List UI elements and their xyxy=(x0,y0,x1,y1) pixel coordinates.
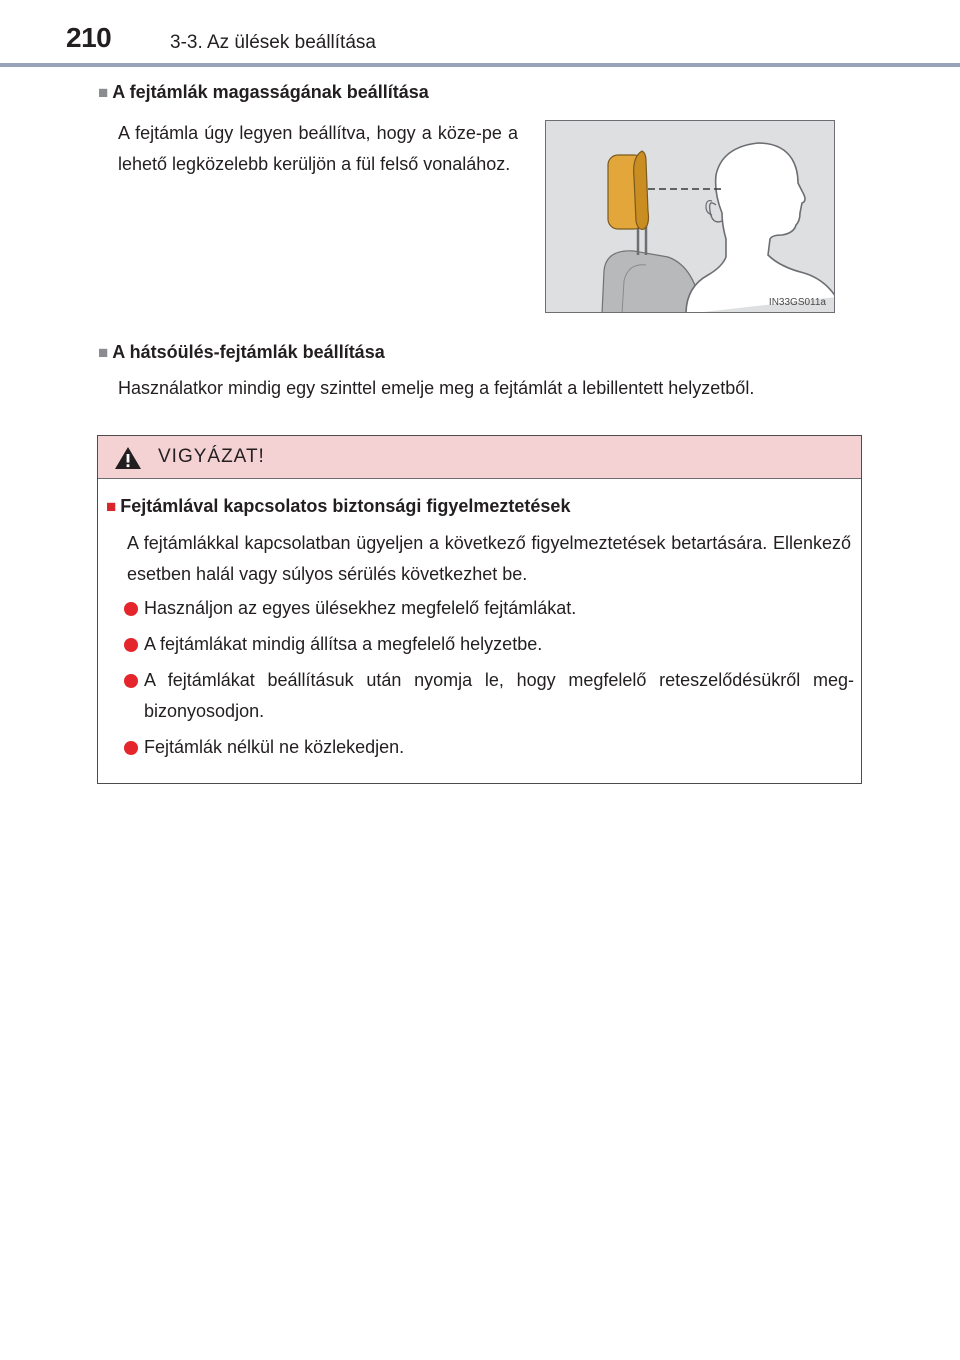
warning-subheading xyxy=(106,496,570,517)
headrest-figure-svg xyxy=(546,121,835,313)
round-bullet-icon xyxy=(124,638,138,652)
round-bullet-icon xyxy=(124,602,138,616)
figure-code: IN33GS011a xyxy=(768,297,826,308)
warning-title: VIGYÁZAT! xyxy=(158,446,265,467)
chapter-title: 3-3. Az ülések beállítása xyxy=(170,32,376,53)
warning-header xyxy=(98,436,861,479)
list-item: A fejtámlákat mindig állítsa a megfelelő helyzetbe. xyxy=(124,629,854,660)
square-bullet-icon: ■ xyxy=(98,83,109,102)
section-body-height: A fejtámla úgy legyen beállítva, hogy a köze-pe a lehető legközelebb kerüljön a fül felső vonalához. xyxy=(118,123,518,174)
list-item: Használjon az egyes ülésekhez megfelelő fejtámlákat. xyxy=(124,593,854,624)
warning-subheading-text: Fejtámlával kapcsolatos biztonsági figyelmeztetések xyxy=(120,496,571,516)
section-body-rear: Használatkor mindig egy szinttel emelje meg a fejtámlát a lebillentett helyzetből. xyxy=(118,378,755,398)
round-bullet-icon xyxy=(124,674,138,688)
headrest-illustration xyxy=(545,120,835,313)
section-heading-height xyxy=(98,82,429,103)
section-heading-text: A hátsóülés-fejtámlák beállítása xyxy=(112,342,385,362)
list-item: A fejtámlákat beállításuk után nyomja le, hogy megfelelő reteszelődésükről meg-bizonyosodjon. xyxy=(124,665,854,727)
warning-intro: A fejtámlákkal kapcsolatban ügyeljen a következő figyelmeztetések betartására. Ellenkező esetben halál vagy súlyos sérülés következhet be. xyxy=(127,533,851,584)
page-header xyxy=(0,0,960,68)
square-bullet-icon: ■ xyxy=(98,343,109,362)
page-number: 210 xyxy=(66,22,112,53)
warning-box xyxy=(97,435,862,784)
square-bullet-icon: ■ xyxy=(106,497,117,516)
section-heading-text: A fejtámlák magasságának beállítása xyxy=(112,82,429,102)
header-rule xyxy=(0,63,960,67)
list-item: Fejtámlák nélkül ne közlekedjen. xyxy=(124,732,854,763)
section-heading-rear xyxy=(98,342,385,363)
warning-triangle-icon xyxy=(114,446,142,470)
round-bullet-icon xyxy=(124,741,138,755)
